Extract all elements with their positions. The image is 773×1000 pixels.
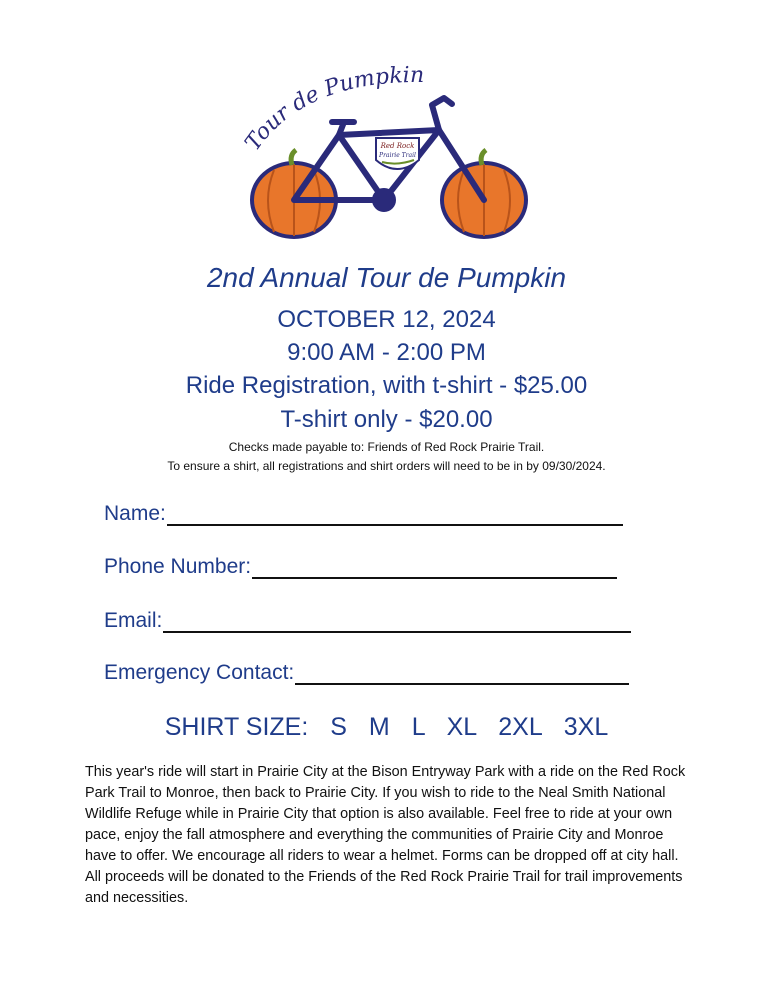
shirt-size-s[interactable]: S bbox=[330, 713, 347, 741]
shirt-size-2xl[interactable]: 2XL bbox=[498, 713, 542, 741]
rear-pumpkin-wheel bbox=[252, 150, 336, 237]
shirt-size-xl[interactable]: XL bbox=[446, 713, 477, 741]
shirt-size-l[interactable]: L bbox=[411, 713, 425, 741]
registration-price: Ride Registration, with t-shirt - $25.00 bbox=[185, 372, 588, 399]
deadline-note: To ensure a shirt, all registrations and shirt orders will need to be in by 09/30/2024. bbox=[167, 459, 606, 473]
tshirt-price: T-shirt only - $20.00 bbox=[280, 406, 493, 433]
front-pumpkin-wheel bbox=[442, 150, 526, 237]
event-time: 9:00 AM - 2:00 PM bbox=[287, 339, 486, 366]
event-title: 2nd Annual Tour de Pumpkin bbox=[206, 262, 567, 293]
email-field[interactable] bbox=[104, 609, 631, 633]
shirt-size-3xl[interactable]: 3XL bbox=[563, 713, 609, 741]
checks-note: Checks made payable to: Friends of Red Rock Prairie Trail. bbox=[228, 440, 545, 454]
logo-arc-text: Tour de Pumpkin bbox=[240, 62, 425, 156]
name-label: Name: bbox=[104, 502, 166, 525]
emergency-line[interactable] bbox=[295, 663, 629, 685]
red-rock-prairie-trail-badge bbox=[376, 138, 419, 169]
ride-description: This year's ride will start in Prairie City at the Bison Entryway Park with a ride on the Red Rock Park Trail to Monroe, then back to Prairie City. If you wish to ride to the Neal Smith National Wildlife Refuge while in Prairie City that option is also available. Feel free to ride at your own pace, enjoy the fall atmosphere and everything the communities of Prairie City and Monroe have to offer. We encourage all riders to wear a helmet. Forms can be dropped off at city hall. All proceeds will be donated to the Friends of the Red Rock Prairie Trail for trail improvements and necessities. bbox=[85, 764, 686, 906]
emergency-contact-field[interactable] bbox=[104, 661, 629, 685]
phone-label: Phone Number: bbox=[104, 555, 252, 578]
shirt-size-row bbox=[0, 713, 773, 742]
tour-de-pumpkin-logo bbox=[234, 60, 552, 252]
phone-field[interactable] bbox=[104, 555, 617, 579]
name-field[interactable] bbox=[104, 502, 623, 526]
email-label: Email: bbox=[104, 609, 163, 632]
shirt-size-label: SHIRT SIZE: bbox=[164, 713, 309, 741]
email-line[interactable] bbox=[163, 611, 631, 633]
svg-text:Prairie Trail: Prairie Trail bbox=[379, 152, 416, 159]
svg-text:Red Rock: Red Rock bbox=[380, 142, 415, 150]
event-date: OCTOBER 12, 2024 bbox=[277, 306, 496, 333]
emergency-label: Emergency Contact: bbox=[104, 661, 295, 684]
shirt-size-m[interactable]: M bbox=[368, 713, 390, 741]
name-line[interactable] bbox=[167, 504, 623, 526]
phone-line[interactable] bbox=[252, 557, 617, 579]
